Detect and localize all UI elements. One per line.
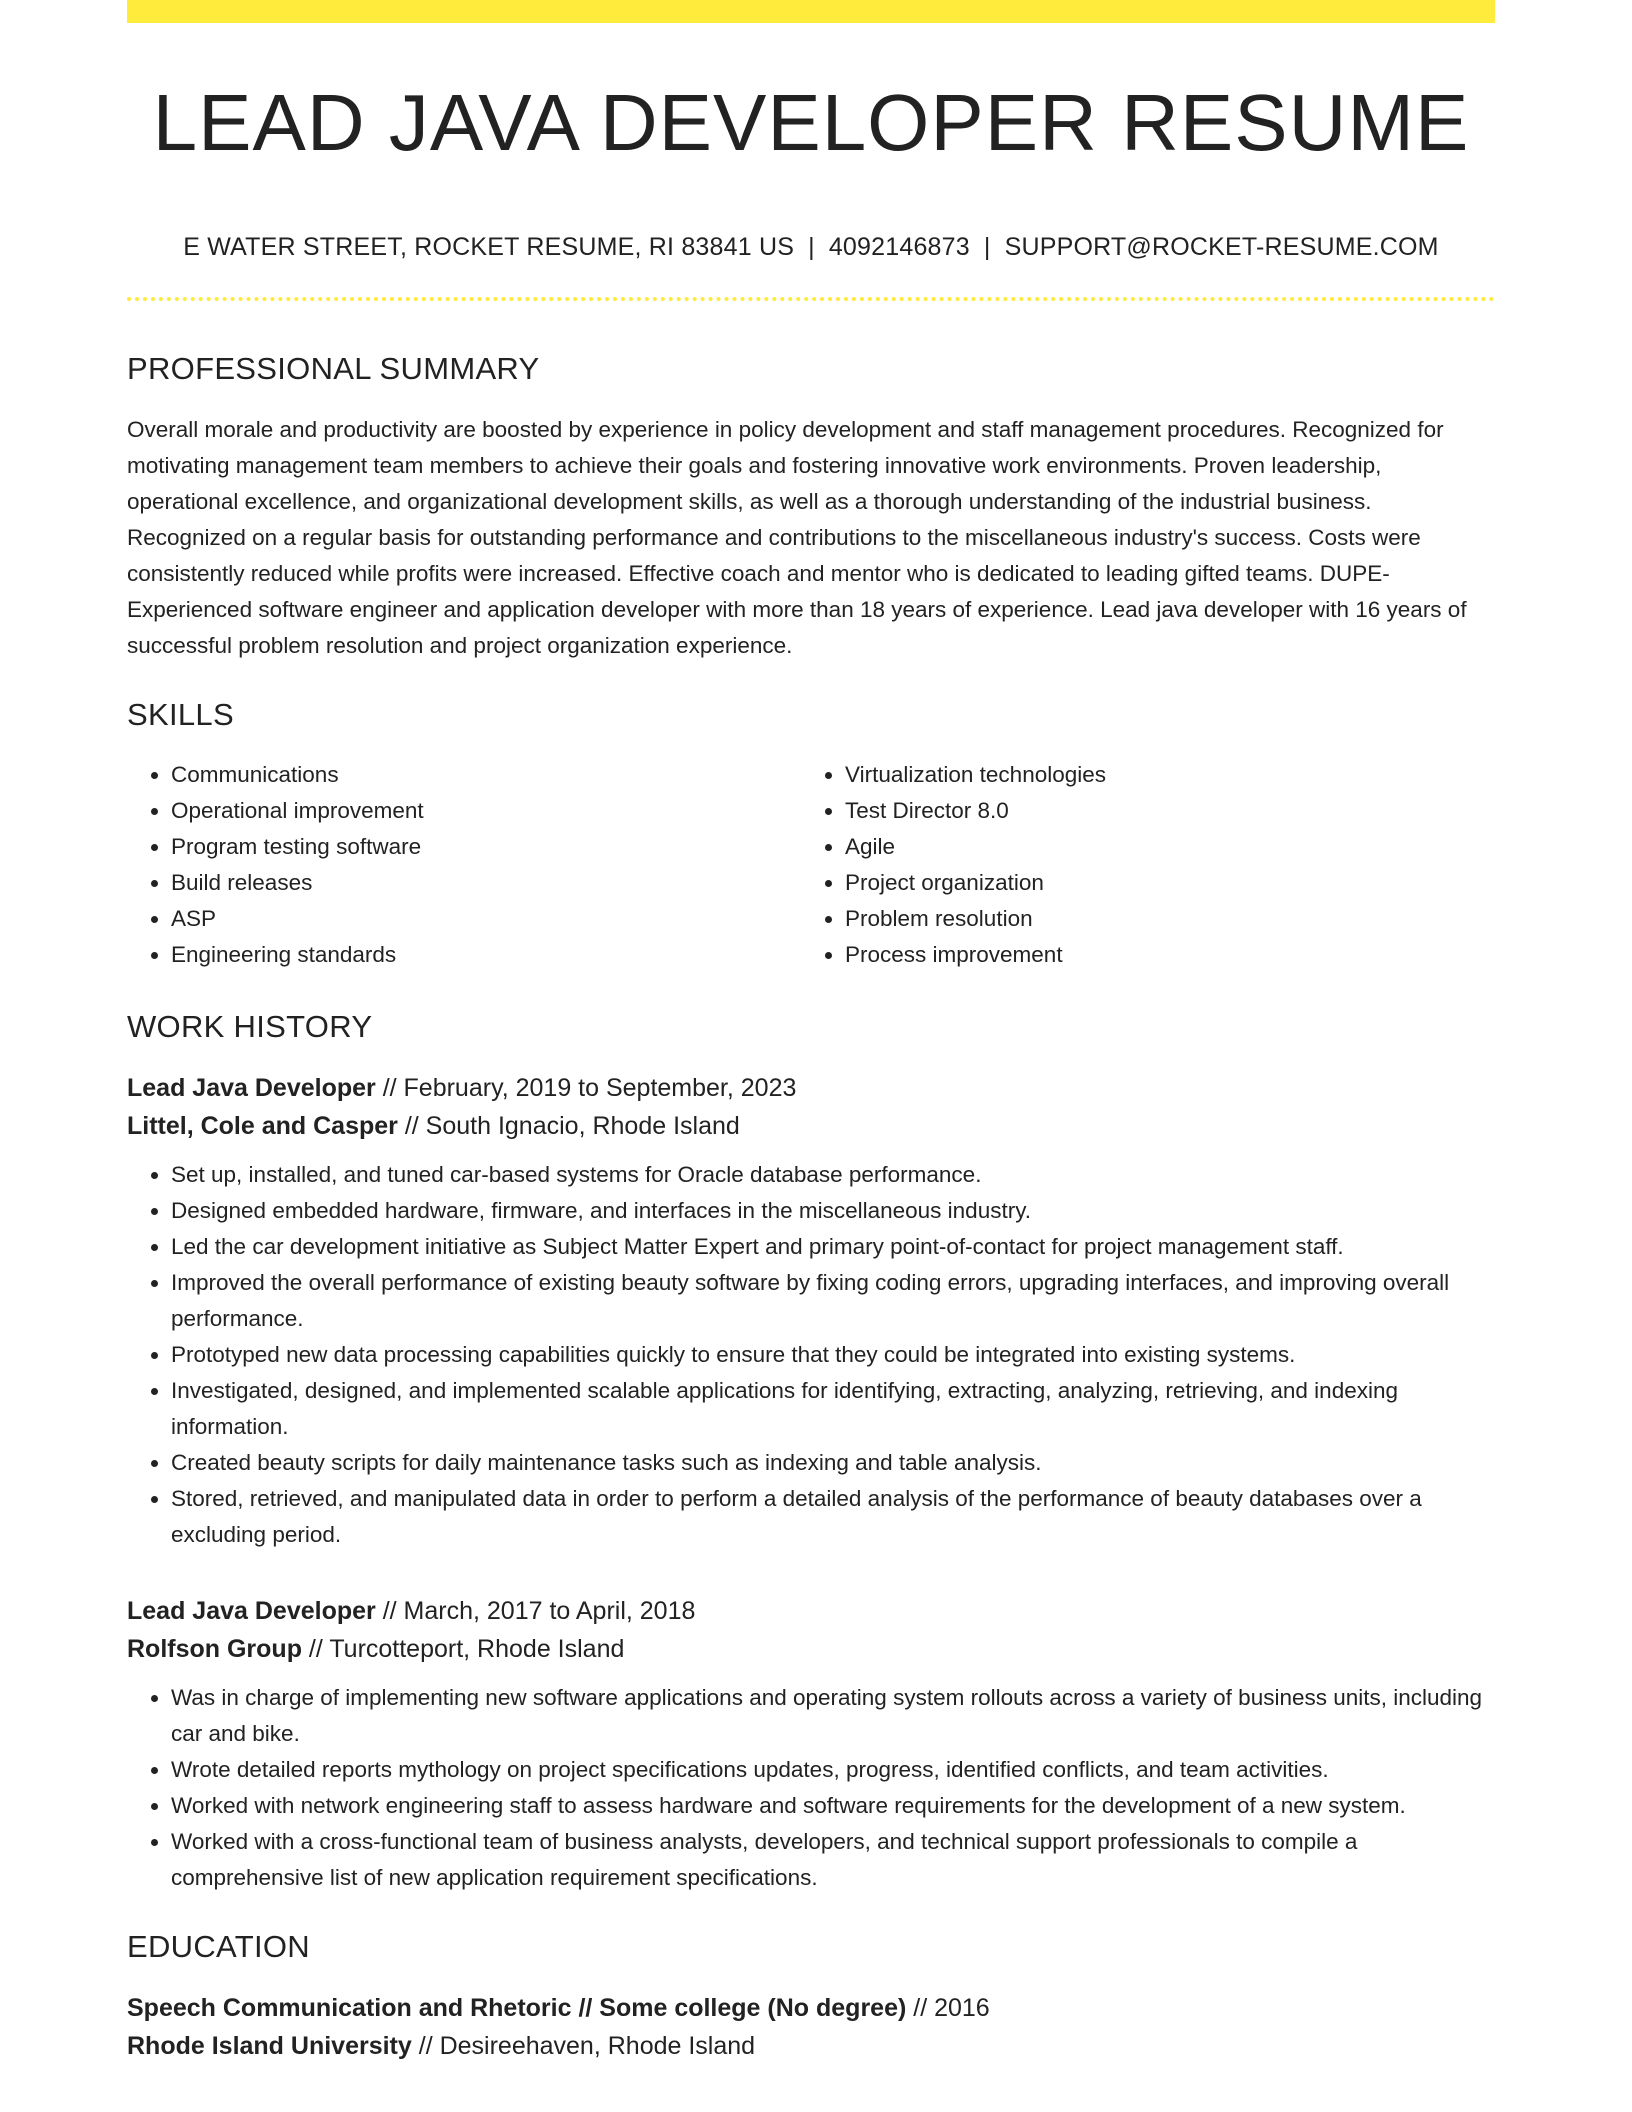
job-company-line [127, 1630, 1495, 1668]
education-degree-line [127, 1989, 1495, 2027]
job-company-line [127, 1107, 1495, 1145]
skill-item: • Communications [171, 757, 801, 793]
education-school: Rhode Island University [127, 2032, 412, 2060]
job-location: // South Ignacio, Rhode Island [397, 1112, 740, 1140]
contact-separator: | [808, 233, 815, 261]
skill-item: • Virtualization technologies [845, 757, 1475, 793]
summary-heading: PROFESSIONAL SUMMARY [127, 351, 540, 386]
job-title-line [127, 1069, 1495, 1107]
job-bullet: • Investigated, designed, and implemented scalable applications for identifying, extracting, analyzing, retrieving, and indexing information. [171, 1373, 1495, 1445]
job-bullet: • Wrote detailed reports mythology on project specifications updates, progress, identified conflicts, and team activities. [171, 1752, 1495, 1788]
resume-page [127, 0, 1495, 2065]
job-bullet: • Improved the overall performance of existing beauty software by fixing coding errors, upgrading interfaces, and improving overall performance. [171, 1265, 1495, 1337]
resume-title: LEAD JAVA DEVELOPER RESUME [152, 78, 1470, 167]
job-bullets [127, 1157, 1495, 1553]
skill-item: • Test Director 8.0 [845, 793, 1475, 829]
skill-item: • Operational improvement [171, 793, 801, 829]
contact-phone: 4092146873 [828, 233, 970, 261]
contact-line [127, 235, 1495, 260]
skill-item: • Engineering standards [171, 937, 801, 973]
skill-item: • Problem resolution [845, 901, 1475, 937]
job-company: Rolfson Group [127, 1635, 302, 1663]
job-entry [127, 1592, 1495, 1896]
job-title-line [127, 1592, 1495, 1630]
job-role: Lead Java Developer [127, 1074, 376, 1102]
job-bullet: • Worked with a cross-functional team of business analysts, developers, and technical support professionals to compile a comprehensive list of new application requirement specifications. [171, 1824, 1495, 1896]
skills-heading: SKILLS [127, 697, 234, 732]
education-year: // 2016 [906, 1994, 990, 2022]
job-dates: // February, 2019 to September, 2023 [375, 1074, 797, 1102]
skills-columns [127, 757, 1495, 973]
skill-item: • Build releases [171, 865, 801, 901]
education-heading: EDUCATION [127, 1929, 310, 1964]
job-bullet: • Set up, installed, and tuned car-based systems for Oracle database performance. [171, 1157, 1495, 1193]
top-accent-bar [127, 0, 1495, 23]
education-school-line [127, 2027, 1495, 2065]
job-dates: // March, 2017 to April, 2018 [375, 1597, 696, 1625]
job-entry [127, 1069, 1495, 1553]
job-bullet: • Led the car development initiative as Subject Matter Expert and primary point-of-contact for project management staff. [171, 1229, 1495, 1265]
skill-item: • Project organization [845, 865, 1475, 901]
job-company: Littel, Cole and Casper [127, 1112, 398, 1140]
job-bullet: • Stored, retrieved, and manipulated data in order to perform a detailed analysis of the performance of beauty databases over a excluding period. [171, 1481, 1495, 1553]
job-location: // Turcotteport, Rhode Island [301, 1635, 625, 1663]
work-history-heading: WORK HISTORY [127, 1009, 373, 1044]
job-bullet: • Worked with network engineering staff to assess hardware and software requirements for the development of a new system. [171, 1788, 1495, 1824]
job-bullet: • Created beauty scripts for daily maintenance tasks such as indexing and table analysis. [171, 1445, 1495, 1481]
job-bullets [127, 1680, 1495, 1896]
contact-email: SUPPORT@ROCKET-RESUME.COM [1004, 233, 1439, 261]
job-bullet: • Designed embedded hardware, firmware, and interfaces in the miscellaneous industry. [171, 1193, 1495, 1229]
skill-item: • Agile [845, 829, 1475, 865]
education-location: // Desireehaven, Rhode Island [411, 2032, 756, 2060]
job-bullet: • Prototyped new data processing capabilities quickly to ensure that they could be integrated into existing systems. [171, 1337, 1495, 1373]
skill-item: • Program testing software [171, 829, 801, 865]
contact-address: E WATER STREET, ROCKET RESUME, RI 83841 US [183, 233, 795, 261]
dotted-divider [127, 297, 1495, 301]
education-degree: Speech Communication and Rhetoric // Some college (No degree) [127, 1994, 907, 2022]
job-role: Lead Java Developer [127, 1597, 376, 1625]
skills-list-right [801, 757, 1475, 973]
skills-list-left [127, 757, 801, 973]
skill-item: • ASP [171, 901, 801, 937]
education-entry [127, 1989, 1495, 2065]
job-bullet: • Was in charge of implementing new software applications and operating system rollouts across a variety of business units, including car and bike. [171, 1680, 1495, 1752]
contact-separator: | [983, 233, 991, 261]
summary-text: Overall morale and productivity are boosted by experience in policy development and staff management procedures. Recognized for motivating management team members to achieve their goals and fostering innovative work environments. Proven leadership, operational excellence, and organizational development skills, as well as a thorough understanding of the industrial business. Recognized on a regular basis for outstanding performance and contributions to the miscellaneous industry's success. Costs were consistently reduced while profits were increased. Effective coach and mentor who is dedicated to leading gifted teams. DUPE- Experienced software engineer and application developer with more than 18 years of experience. Lead java developer with 16 years of successful problem resolution and project organization experience. [127, 417, 1467, 658]
skill-item: • Process improvement [845, 937, 1475, 973]
